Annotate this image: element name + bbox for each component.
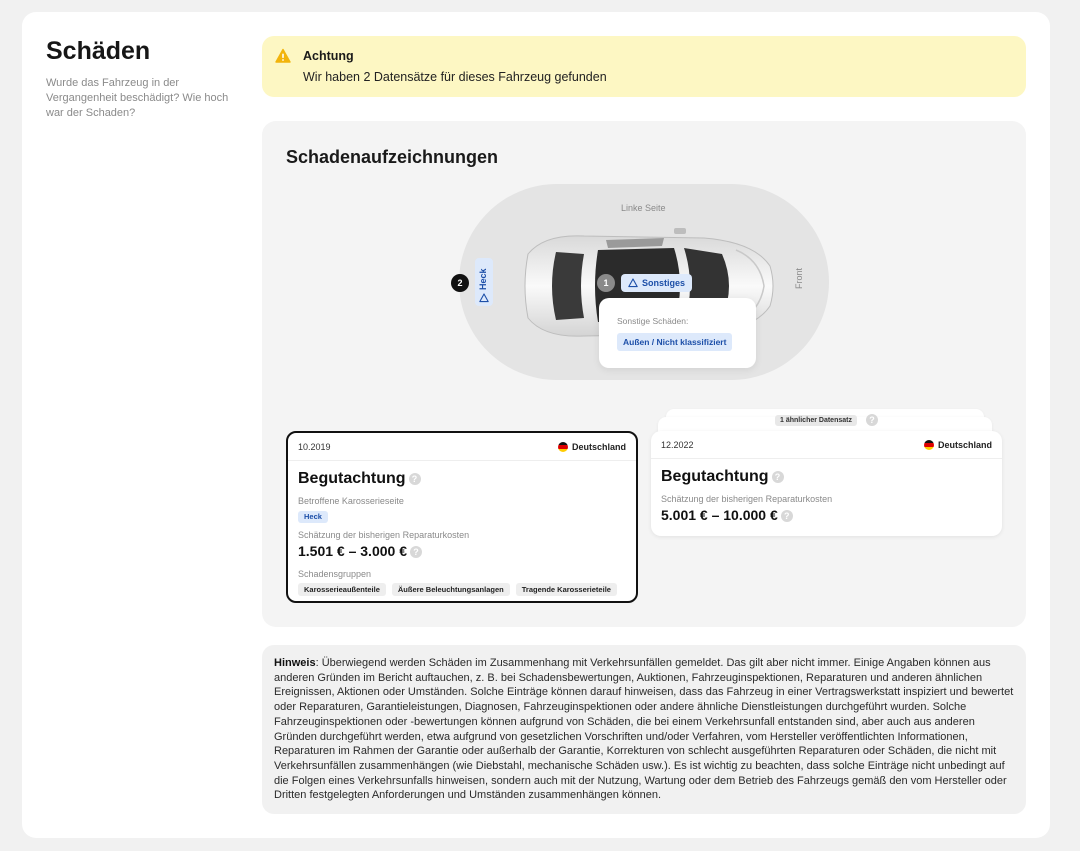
damage-record-card[interactable] <box>286 431 638 603</box>
cost-label: Schätzung der bisherigen Reparaturkosten <box>298 530 470 540</box>
damage-record-card[interactable] <box>651 431 1002 536</box>
record-date: 12.2022 <box>661 440 694 450</box>
warning-icon <box>275 48 291 64</box>
damage-group-chip: Äußere Beleuchtungsanlagen <box>392 583 510 596</box>
help-icon[interactable]: ? <box>866 414 878 426</box>
popup-value-chip: Außen / Nicht klassifiziert <box>617 333 732 351</box>
popup-label: Sonstige Schäden: <box>617 316 689 326</box>
similar-records-chip[interactable]: 1 ähnlicher Datensatz <box>775 415 857 426</box>
side-label: Betroffene Karosserieseite <box>298 496 404 506</box>
cost-value-text: 5.001 € – 10.000 € <box>661 507 778 523</box>
other-damage-tag[interactable] <box>621 274 692 292</box>
note-text: : Überwiegend werden Schäden im Zusammenhang mit Verkehrsunfällen gemeldet. Das gilt aber nicht immer. Einige Angaben können aus anderen Gründen im Bericht auftauchen, z. B. bei Schadensbewertungen, Auktionen, Fahrzeuginspektionen, Reparaturen und anderen ähnlichen Ereignissen, Aktionen oder Umständen. Solche Einträge können darauf hinweisen, dass das Fahrzeug in einer Vertragswerkstatt inspiziert und bewertet oder Reparaturen, Garantieleistungen, Diagnosen, Fahrzeuginspektionen oder andere ähnliche Dienstleistungen durchgeführt wurden. Solche Fahrzeuginspektionen oder -bewertungen können aufgrund von Schäden, die bei einem Verkehrsunfall entstanden sind, aber auch aus anderen Gründen durchgeführt werden, etwa aufgrund von gesetzlichen Vorschriften und/oder Verfahren, vom Hersteller veröffentlichten Informationen, Reparaturen im Rahmen der Garantie oder außerhalb der Garantie, Korrekturen von schlecht ausgeführten Reparaturen oder Schäden, die nicht mit Verkehrsunfällen zusammenhängen (wie Diebstahl, mechanische Schäden usw.). Es ist wichtig zu beachten, dass solche Einträge nicht unbedingt auf die Folgen eines Verkehrsunfalls hinweisen, sondern auch mit der Nutzung, Wartung oder dem Betrieb des Fahrzeugs gemäß den vom Hersteller oder Dritten festgelegten Anforderungen und Umständen zusammenhängen können. <box>274 657 1014 802</box>
damage-pin-1[interactable]: 1 <box>597 274 615 292</box>
damage-records-panel <box>262 121 1026 627</box>
record-country <box>558 442 626 452</box>
damage-detail-popup <box>599 298 756 368</box>
record-card-header <box>288 433 636 461</box>
page-title: Schäden <box>46 37 151 65</box>
rear-tag-label: Heck <box>478 268 488 290</box>
cost-value <box>661 507 793 523</box>
groups-label: Schadensgruppen <box>298 569 372 579</box>
help-icon[interactable]: ? <box>772 471 784 483</box>
warning-outline-icon <box>628 278 638 288</box>
country-label: Deutschland <box>571 442 626 452</box>
records-title: Schadenaufzeichnungen <box>286 147 499 167</box>
disclaimer-note <box>262 645 1026 814</box>
cost-value-text: 1.501 € – 3.000 € <box>298 543 407 559</box>
other-tag-label: Sonstiges <box>642 278 686 288</box>
damage-groups <box>298 583 617 596</box>
record-type-label: Begutachtung <box>661 468 769 485</box>
left-side-label: Linke Seite <box>621 203 666 213</box>
records-found-alert <box>262 36 1026 97</box>
cost-value <box>298 543 422 559</box>
germany-flag-icon <box>924 440 934 450</box>
alert-title: Achtung <box>303 49 354 63</box>
page-subtitle: Wurde das Fahrzeug in der Vergangenheit beschädigt? Wie hoch war der Schaden? <box>46 77 229 119</box>
rear-damage-tag[interactable] <box>475 258 493 306</box>
record-type <box>661 468 784 486</box>
help-icon[interactable]: ? <box>410 546 422 558</box>
side-value-chip: Heck <box>298 511 328 523</box>
damage-group-chip: Tragende Karosserieteile <box>516 583 617 596</box>
record-type-label: Begutachtung <box>298 470 406 487</box>
country-label: Deutschland <box>937 440 992 450</box>
help-icon[interactable]: ? <box>781 510 793 522</box>
germany-flag-icon <box>558 442 568 452</box>
front-side-label: Front <box>794 267 804 289</box>
warning-outline-icon <box>479 293 489 303</box>
record-country <box>924 440 992 450</box>
record-date: 10.2019 <box>298 442 331 452</box>
damage-pin-2[interactable]: 2 <box>451 274 469 292</box>
note-label: Hinweis <box>274 657 316 669</box>
record-card-header <box>651 431 1002 459</box>
help-icon[interactable]: ? <box>409 473 421 485</box>
record-type <box>298 470 421 488</box>
cost-label: Schätzung der bisherigen Reparaturkosten <box>661 494 833 504</box>
alert-text: Wir haben 2 Datensätze für dieses Fahrzeug gefunden <box>303 70 607 84</box>
damage-group-chip: Karosserieaußenteile <box>298 583 386 596</box>
